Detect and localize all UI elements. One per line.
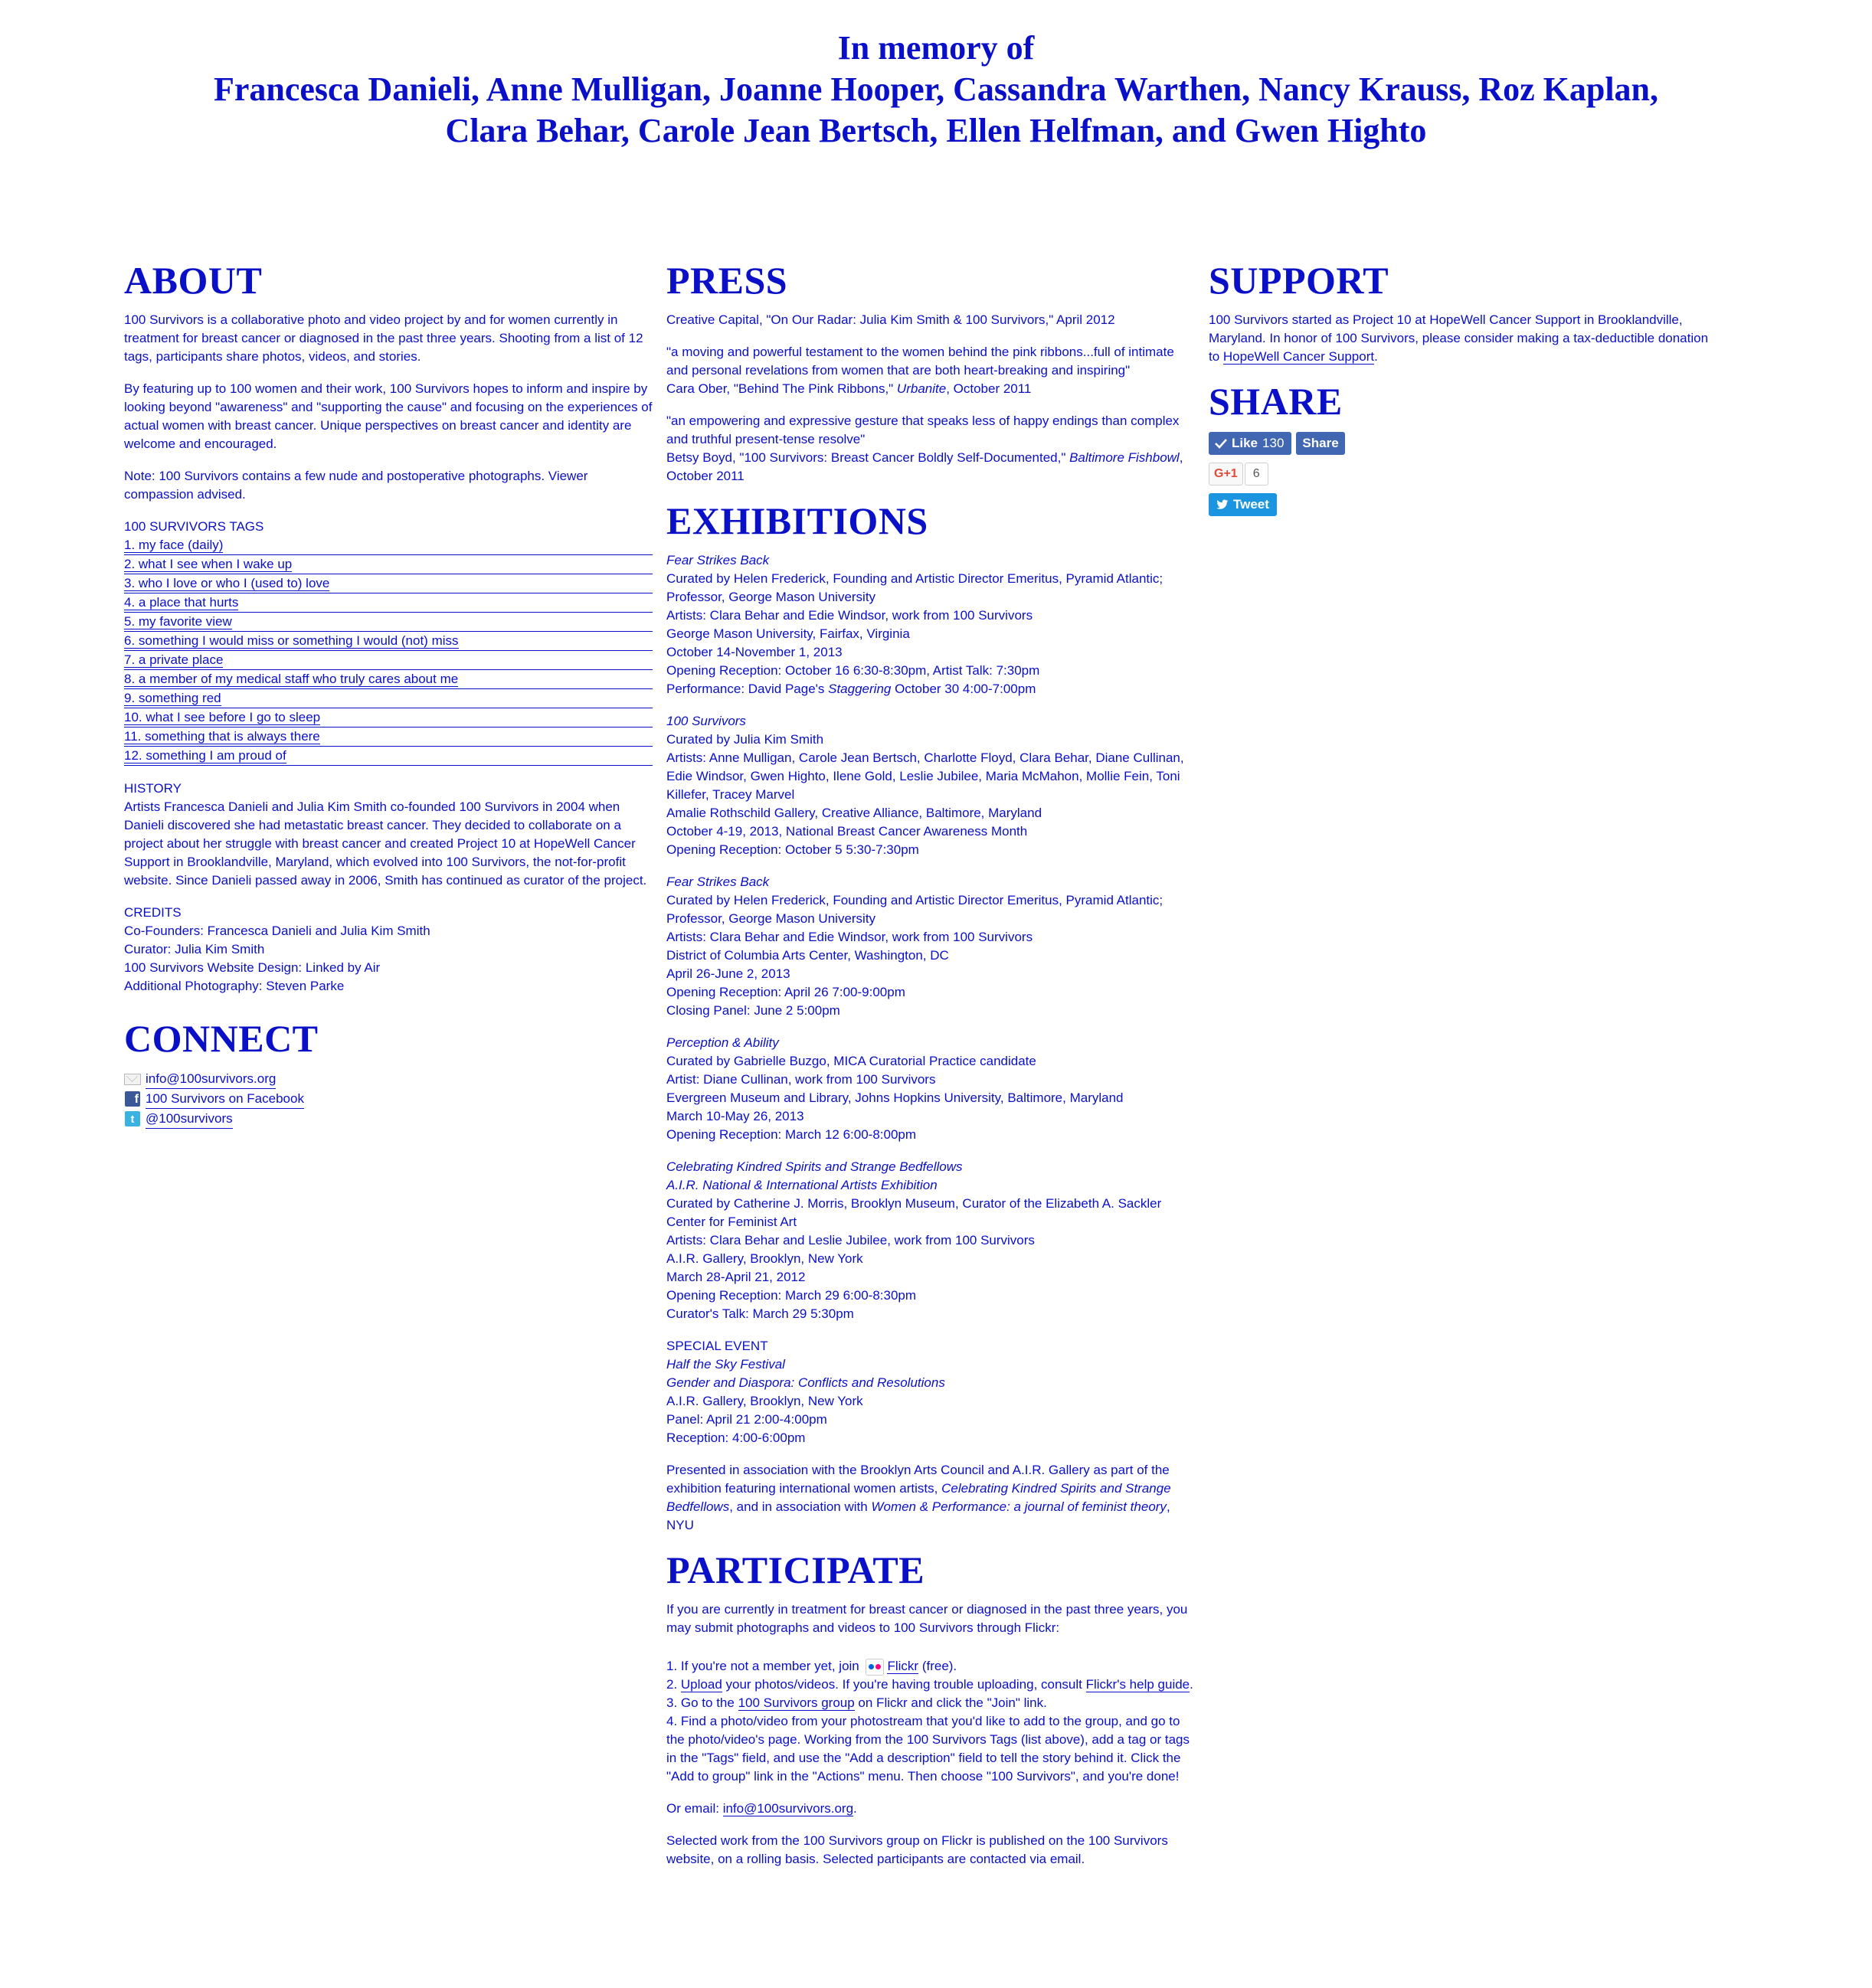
credit-line: Co-Founders: Francesca Danieli and Julia Kim Smith xyxy=(124,924,430,938)
twitter-bird-icon xyxy=(1216,499,1229,510)
exhibition-item: Fear Strikes Back Curated by Helen Frederick, Founding and Artistic Director Emeritus, Pyramid Atlantic; Professor, George Mason University Artists: Clara Behar and Edie Windsor, work from 100 Survivors District of Columbia Arts Center, Washington, DC April 26-June 2, 2013 Opening Reception: April 26 7:00-9:00pm Closing Panel: June 2 5:00pm xyxy=(666,875,1163,1018)
connect-heading: CONNECT xyxy=(124,1017,319,1060)
facebook-icon: f xyxy=(124,1091,141,1107)
hopewell-link[interactable]: HopeWell Cancer Support xyxy=(1222,349,1375,364)
tag-link[interactable]: 3. who I love or who I (used to) love xyxy=(124,574,653,593)
participate-steps: 1. If you're not a member yet, join Flickr (free). 2. Upload your photos/videos. If you're having trouble uploading, consult Flickr's help guide. 3. Go to the 100 Survivors group on Flickr and click the "Join" link. 4. Find a photo/video from your photostream that you'd like to add to the group, and go to the photo/video's page. Working from the 100 Survivors Tags (list above), add a tag or tags in the "Tags" field, and use the "Add a description" field to tell the story behind it. Click the "Add to group" link in the "Actions" menu. Then choose "100 Survivors", and you're done! xyxy=(666,1659,1193,1784)
tag-link[interactable]: 11. something that is always there xyxy=(124,728,653,747)
special-event-label: SPECIAL EVENT xyxy=(666,1339,768,1353)
gplus-button[interactable]: G+1 xyxy=(1209,463,1243,486)
connect-twitter-row xyxy=(124,1109,653,1129)
tag-link[interactable]: 12. something I am proud of xyxy=(124,747,653,766)
exhibition-item: Perception & Ability Curated by Gabrielle Buzgo, MICA Curatorial Practice candidate Artist: Diane Cullinan, work from 100 Survivors Evergreen Museum and Library, Johns Hopkins University, Baltimore, Maryland March 10-May 26, 2013 Opening Reception: March 12 6:00-8:00pm xyxy=(666,1035,1124,1142)
connect-twitter-link[interactable]: @100survivors xyxy=(146,1110,233,1129)
middle-column xyxy=(666,259,1195,1882)
check-icon xyxy=(1215,438,1227,449)
exhibitions-heading: EXHIBITIONS xyxy=(666,499,928,542)
flickr-help-link[interactable]: Flickr's help guide xyxy=(1085,1677,1190,1692)
exhibition-subtitle: A.I.R. National & International Artists Exhibition xyxy=(666,1178,938,1192)
support-text: 100 Survivors started as Project 10 at HopeWell Cancer Support in Brooklandville, Maryland. In honor of 100 Survivors, please consider making a tax-deductible donation to HopeWell Cancer Support. xyxy=(1209,312,1709,364)
exhibition-item: 100 Survivors Curated by Julia Kim Smith Artists: Anne Mulligan, Carole Jean Bertsch, Charlotte Floyd, Clara Behar, Diane Cullinan, Edie Windsor, Gwen Highto, Ilene Gold, Leslie Jubilee, Maria McMahon, Mollie Fein, Toni Killefer, Tracey Marvel Amalie Rothschild Gallery, Creative Alliance, Baltimore, Maryland October 4-19, 2013, National Breast Cancer Awareness Month Opening Reception: October 5 5:30-7:30pm xyxy=(666,714,1184,857)
about-paragraph-2: By featuring up to 100 women and their work, 100 Survivors hopes to inform and inspire by looking beyond "awareness" and "supporting the cause" and focusing on the experiences of actual women with breast cancer. Unique perspectives on breast cancer and identity are welcome and encouraged. xyxy=(124,381,653,451)
history-title: HISTORY xyxy=(124,781,182,796)
tweet-button[interactable]: Tweet xyxy=(1209,493,1277,516)
about-note: Note: 100 Survivors contains a few nude and postoperative photographs. Viewer compassion advised. xyxy=(124,469,588,502)
gplus-row xyxy=(1209,463,1714,486)
about-heading: ABOUT xyxy=(124,259,263,302)
presented-note: Presented in association with the Brooklyn Arts Council and A.I.R. Gallery as part of the exhibition featuring international women artists, Celebrating Kindred Spirits and Strange Bedfellows, and in association with Women & Performance: a journal of feminist theory, NYU xyxy=(666,1463,1171,1532)
exhibition-title: Celebrating Kindred Spirits and Strange Bedfellows xyxy=(666,1159,963,1174)
tag-link[interactable]: 4. a place that hurts xyxy=(124,593,653,613)
credits-title: CREDITS xyxy=(124,905,182,920)
tag-link[interactable]: 8. a member of my medical staff who truly cares about me xyxy=(124,670,653,689)
press-item: "a moving and powerful testament to the women behind the pink ribbons...full of intimate and personal revelations from women that are both heart-breaking and inspiring" Cara Ober, "Behind The Pink Ribbons," Urbanite, October 2011 xyxy=(666,345,1174,396)
envelope-icon xyxy=(124,1071,141,1087)
credits-section xyxy=(124,904,653,996)
tag-link[interactable]: 10. what I see before I go to sleep xyxy=(124,708,653,728)
connect-facebook-row xyxy=(124,1089,653,1109)
exhibition-title: Fear Strikes Back xyxy=(666,875,770,889)
credit-line: 100 Survivors Website Design: Linked by Air xyxy=(124,960,381,975)
exhibition-title: Fear Strikes Back xyxy=(666,553,770,567)
tags-list xyxy=(124,518,653,766)
tags-title: 100 SURVIVORS TAGS xyxy=(124,519,264,534)
exhibition-item: Fear Strikes Back Curated by Helen Frederick, Founding and Artistic Director Emeritus, Pyramid Atlantic; Professor, George Mason University Artists: Clara Behar and Edie Windsor, work from 100 Survivors George Mason University, Fairfax, Virginia October 14-November 1, 2013 Opening Reception: October 16 6:30-8:30pm, Artist Talk: 7:30pm Performance: David Page's Staggering October 30 4:00-7:00pm xyxy=(666,553,1163,696)
flickr-icon xyxy=(866,1659,884,1676)
tag-link[interactable]: 7. a private place xyxy=(124,651,653,670)
participate-email: Or email: info@100survivors.org. xyxy=(666,1801,857,1816)
facebook-share-button[interactable]: Share xyxy=(1296,432,1344,455)
tag-link[interactable]: 2. what I see when I wake up xyxy=(124,555,653,574)
memorial-header xyxy=(0,28,1872,152)
exhibition-title: Perception & Ability xyxy=(666,1035,779,1050)
left-column xyxy=(124,259,653,1129)
share-heading: SHARE xyxy=(1209,380,1343,423)
about-paragraph-1: 100 Survivors is a collaborative photo and video project by and for women currently in treatment for breast cancer or diagnosed in the past three years. Shooting from a list of 12 tags, participants share photos, videos, and stories. xyxy=(124,312,643,364)
credit-line: Curator: Julia Kim Smith xyxy=(124,942,265,956)
credit-line: Additional Photography: Steven Parke xyxy=(124,979,345,993)
exhibition-item: Celebrating Kindred Spirits and Strange Bedfellows A.I.R. National & International Artists Exhibition Curated by Catherine J. Morris, Brooklyn Museum, Curator of the Elizabeth A. Sackler Center for Feminist Art Artists: Clara Behar and Leslie Jubilee, work from 100 Survivors A.I.R. Gallery, Brooklyn, New York March 28-April 21, 2012 Opening Reception: March 29 6:00-8:30pm Curator's Talk: March 29 5:30pm xyxy=(666,1159,1162,1321)
tweet-row xyxy=(1209,493,1714,516)
memorial-title: In memory of xyxy=(837,29,1035,67)
upload-link[interactable]: Upload xyxy=(680,1677,722,1692)
press-item: "an empowering and expressive gesture that speaks less of happy endings than complex and truthful present-tense resolve" Betsy Boyd, "100 Survivors: Breast Cancer Boldly Self-Documented," Baltimore Fishbowl, October 2011 xyxy=(666,414,1183,483)
participate-email-link[interactable]: info@100survivors.org xyxy=(722,1801,854,1816)
tag-link[interactable]: 6. something I would miss or something I would (not) miss xyxy=(124,632,653,651)
tag-link[interactable]: 9. something red xyxy=(124,689,653,708)
support-heading: SUPPORT xyxy=(1209,259,1389,302)
participate-heading: PARTICIPATE xyxy=(666,1548,925,1591)
press-item: Creative Capital, "On Our Radar: Julia Kim Smith & 100 Survivors," April 2012 xyxy=(666,312,1115,327)
memorial-names: Francesca Danieli, Anne Mulligan, Joanne Hooper, Cassandra Warthen, Nancy Krauss, Roz Kaplan, Clara Behar, Carole Jean Bertsch, Ellen Helfman, and Gwen Highto xyxy=(213,70,1659,149)
special-event: SPECIAL EVENT Half the Sky Festival Gender and Diaspora: Conflicts and Resolutions A.I.R. Gallery, Brooklyn, New York Panel: April 21 2:00-4:00pm Reception: 4:00-6:00pm xyxy=(666,1337,1195,1447)
exhibition-title: 100 Survivors xyxy=(666,714,746,728)
connect-email-link[interactable]: info@100survivors.org xyxy=(146,1070,276,1089)
history-section xyxy=(124,780,653,890)
flickr-link[interactable]: Flickr xyxy=(887,1659,919,1673)
connect-facebook-link[interactable]: 100 Survivors on Facebook xyxy=(146,1090,304,1109)
participate-intro: If you are currently in treatment for breast cancer or diagnosed in the past three years, you may submit photographs and videos to 100 Survivors through Flickr: xyxy=(666,1602,1188,1635)
facebook-share-row xyxy=(1209,432,1714,455)
facebook-like-button[interactable]: Like 130 xyxy=(1209,432,1291,455)
right-column xyxy=(1209,259,1714,524)
press-heading: PRESS xyxy=(666,259,788,302)
tag-link[interactable]: 1. my face (daily) xyxy=(124,536,653,555)
history-text: Artists Francesca Danieli and Julia Kim Smith co-founded 100 Survivors in 2004 when Danieli discovered she had metastatic breast cancer. They decided to collaborate on a project about her struggle with breast cancer and created Project 10 at HopeWell Cancer Support in Brooklandville, Maryland, which evolved into 100 Survivors, the not-for-profit website. Since Danieli passed away in 2006, Smith has continued as curator of the project. xyxy=(124,799,647,888)
tag-link[interactable]: 5. my favorite view xyxy=(124,613,653,632)
group-link[interactable]: 100 Survivors group xyxy=(738,1695,855,1710)
participate-selected: Selected work from the 100 Survivors group on Flickr is published on the 100 Survivors website, on a rolling basis. Selected participants are contacted via email. xyxy=(666,1833,1168,1866)
twitter-icon: t xyxy=(124,1111,141,1126)
connect-email-row xyxy=(124,1069,653,1089)
gplus-count: 6 xyxy=(1245,463,1268,486)
